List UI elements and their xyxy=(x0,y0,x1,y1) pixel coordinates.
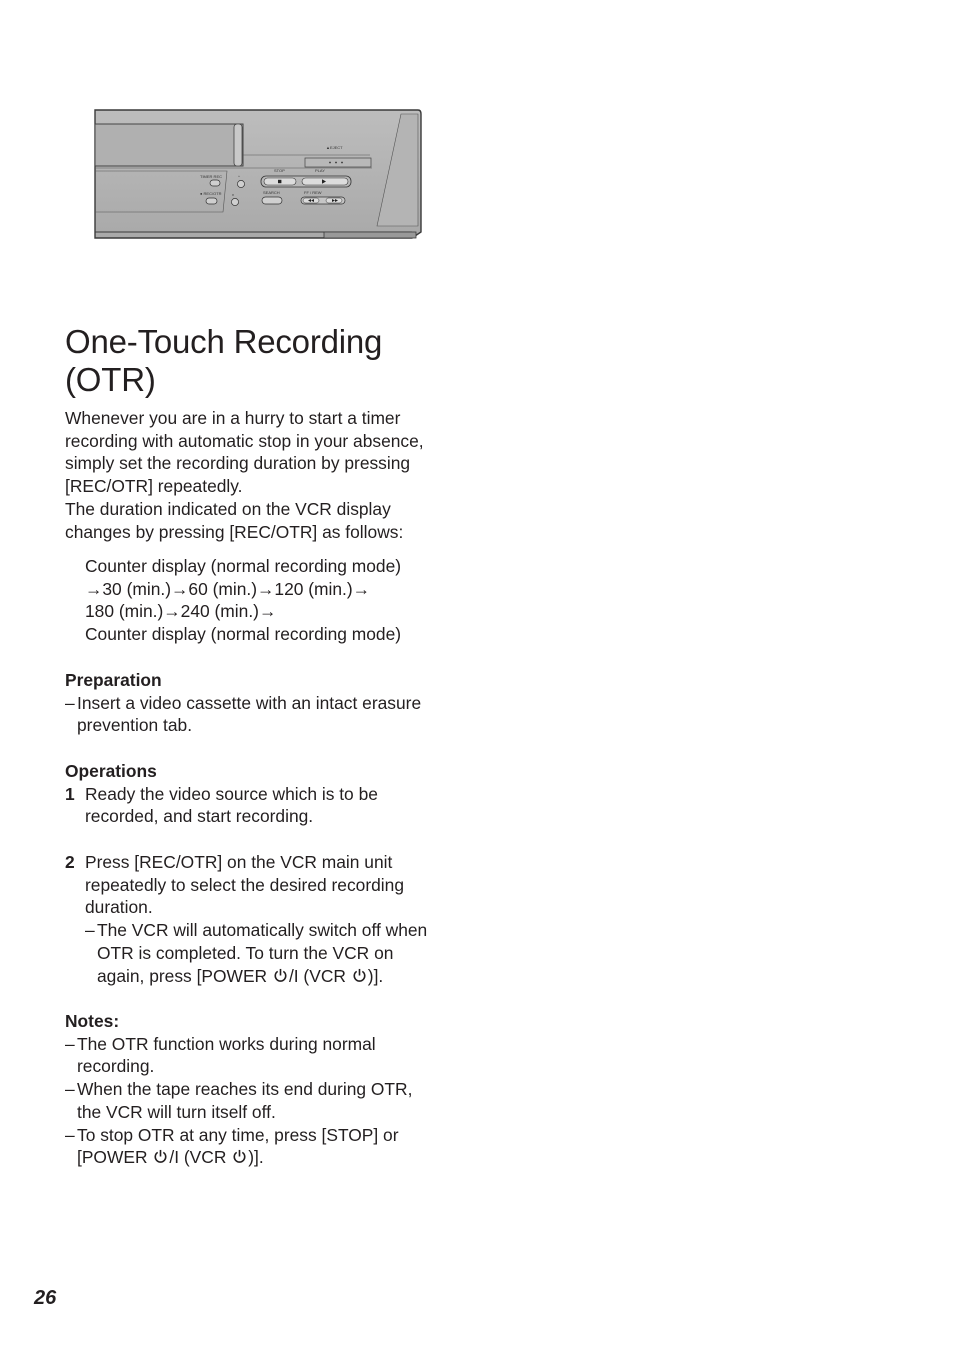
ch-down-label: v xyxy=(232,192,234,197)
notes-section xyxy=(65,1010,465,1169)
preparation-item xyxy=(65,692,465,737)
operations-section xyxy=(65,760,465,828)
step-number: 2 xyxy=(65,852,75,872)
sub-note-text: /I (VCR xyxy=(288,965,351,986)
sequence-line: Counter display (normal recording mode) xyxy=(85,624,402,645)
notes-heading: Notes: xyxy=(65,1011,120,1031)
vcr-drawing xyxy=(94,108,424,242)
sequence-line: 180 (min.)→240 (min.)→ xyxy=(85,601,277,622)
dash-bullet: – xyxy=(65,1079,75,1100)
search-label: SEARCH xyxy=(263,190,280,195)
operations-heading: Operations xyxy=(65,761,157,781)
power-standby-icon xyxy=(273,968,288,983)
operation-step-1 xyxy=(65,783,465,828)
intro-line: [REC/OTR] repeatedly. xyxy=(65,476,243,497)
sub-note-text: )]. xyxy=(367,965,384,986)
preparation-heading: Preparation xyxy=(65,670,162,690)
note-line: the VCR will turn itself off. xyxy=(77,1101,276,1122)
intro-line: The duration indicated on the VCR display xyxy=(65,498,391,519)
sub-note-text: again, press [POWER xyxy=(97,965,272,986)
power-standby-icon xyxy=(232,1149,247,1164)
note-line: recording. xyxy=(77,1056,155,1077)
play-label: PLAY xyxy=(315,168,325,173)
sub-note-line: The VCR will automatically switch off when xyxy=(97,920,428,941)
step-line: recorded, and start recording. xyxy=(85,806,314,827)
eject-label: ▲EJECT xyxy=(326,145,343,150)
dash-bullet: – xyxy=(65,1033,75,1054)
note-item xyxy=(65,1078,465,1123)
preparation-section xyxy=(65,669,465,737)
duration-sequence xyxy=(65,555,465,646)
preparation-line: prevention tab. xyxy=(77,715,193,736)
step-number: 1 xyxy=(65,783,75,804)
step-line: repeatedly to select the desired recording xyxy=(85,874,405,895)
operation-step-2-body xyxy=(65,851,465,919)
vcr-front-panel-illustration xyxy=(94,108,424,242)
note-text: [POWER xyxy=(77,1147,153,1168)
note-text: /I (VCR xyxy=(169,1147,232,1168)
dash-bullet: – xyxy=(65,1124,75,1145)
timer-rec-button xyxy=(210,180,220,186)
timer-rec-label: TIMER REC xyxy=(200,174,222,179)
sequence-line: →30 (min.)→60 (min.)→120 (min.)→ xyxy=(85,578,371,599)
intro-paragraph xyxy=(65,407,465,543)
power-standby-icon xyxy=(352,968,367,983)
note-line: To stop OTR at any time, press [STOP] or xyxy=(77,1124,399,1145)
page-number: 26 xyxy=(34,1287,57,1309)
note-line: When the tape reaches its end during OTR, xyxy=(77,1079,413,1100)
step-2-sub-note xyxy=(65,919,465,987)
operation-step-2 xyxy=(65,851,465,987)
intro-line: recording with automatic stop in your absence, xyxy=(65,430,424,451)
page-title: One-Touch Recording (OTR) xyxy=(65,323,383,398)
step-line: duration. xyxy=(85,897,153,918)
rec-otr-button xyxy=(206,198,217,204)
note-item xyxy=(65,1033,465,1078)
sequence-line: Counter display (normal recording mode) xyxy=(85,556,402,576)
dash-bullet: – xyxy=(85,920,95,941)
intro-line: changes by pressing [REC/OTR] as follows: xyxy=(65,521,404,542)
dash-bullet: – xyxy=(65,692,75,713)
note-text: )]. xyxy=(248,1147,264,1168)
intro-line: simply set the recording duration by pressing xyxy=(65,453,411,474)
sub-note-line: OTR is completed. To turn the VCR on xyxy=(97,942,394,963)
rec-otr-label: ● REC/OTR xyxy=(200,191,222,196)
note-line: The OTR function works during normal xyxy=(77,1033,376,1054)
intro-line: Whenever you are in a hurry to start a timer xyxy=(65,408,401,428)
ch-up-label: ^ xyxy=(238,174,240,179)
note-line xyxy=(77,1146,465,1169)
preparation-line: Insert a video cassette with an intact erasure xyxy=(77,692,422,713)
stop-label: STOP xyxy=(274,168,285,173)
ff-rew-label: FF / REW xyxy=(304,190,322,195)
step-line: Ready the video source which is to be xyxy=(85,783,378,804)
power-standby-icon xyxy=(153,1149,168,1164)
step-line: Press [REC/OTR] on the VCR main unit xyxy=(85,852,393,872)
note-item xyxy=(65,1124,465,1169)
sub-note-line xyxy=(97,965,465,988)
